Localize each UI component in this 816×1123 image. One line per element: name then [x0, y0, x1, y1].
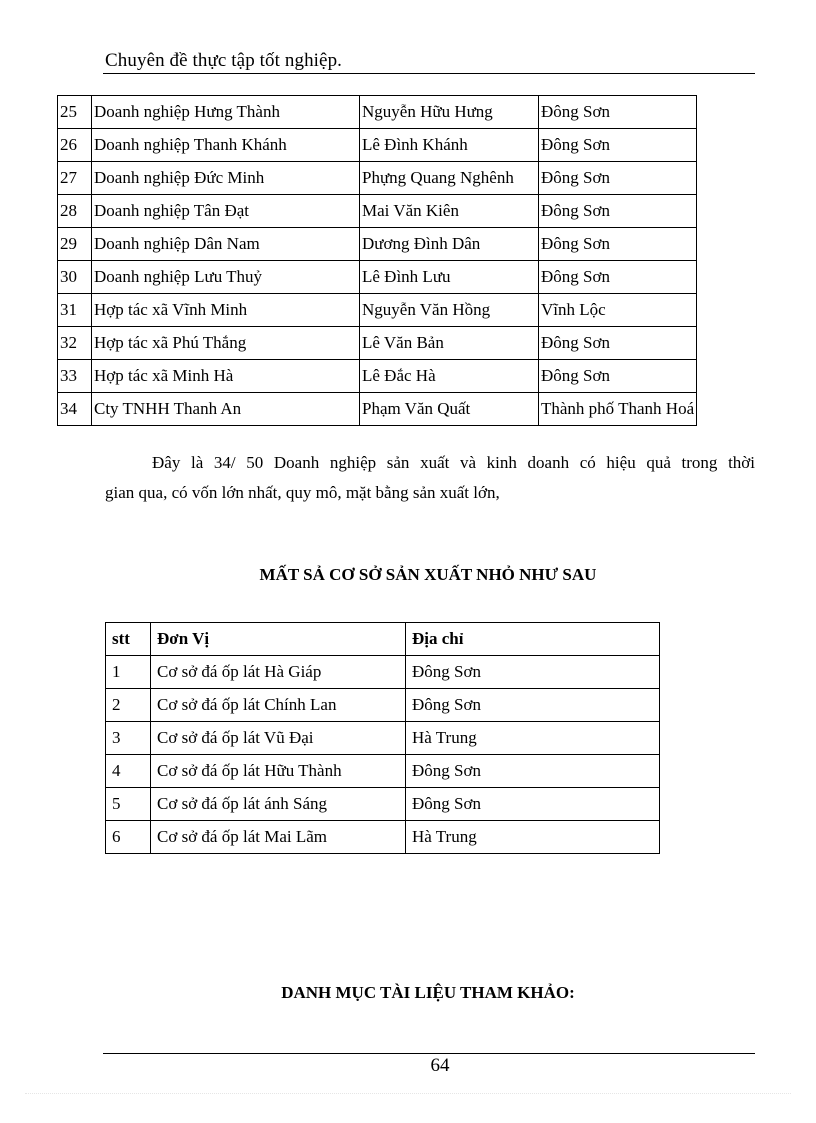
unit-cell: Cơ sở đá ốp lát ánh Sáng — [151, 788, 406, 821]
owner-name-cell: Mai Văn Kiên — [360, 195, 539, 228]
header-divider — [103, 73, 755, 74]
enterprise-name-cell: Doanh nghiệp Tân Đạt — [92, 195, 360, 228]
location-cell: Đông Sơn — [539, 129, 697, 162]
table-header-row — [106, 623, 660, 656]
owner-name-cell: Lê Đình Lưu — [360, 261, 539, 294]
address-cell: Đông Sơn — [406, 656, 660, 689]
enterprise-name-cell: Cty TNHH Thanh An — [92, 393, 360, 426]
enterprise-name-cell: Doanh nghiệp Đức Minh — [92, 162, 360, 195]
location-cell: Đông Sơn — [539, 360, 697, 393]
row-number-cell: 31 — [58, 294, 92, 327]
address-cell: Đông Sơn — [406, 755, 660, 788]
row-number-cell: 28 — [58, 195, 92, 228]
unit-cell: Cơ sở đá ốp lát Vũ Đại — [151, 722, 406, 755]
owner-name-cell: Lê Đắc Hà — [360, 360, 539, 393]
row-number-cell: 33 — [58, 360, 92, 393]
enterprise-table — [57, 95, 697, 426]
table-row — [58, 294, 697, 327]
table-row — [58, 228, 697, 261]
unit-cell: Cơ sở đá ốp lát Mai Lãm — [151, 821, 406, 854]
unit-cell: Cơ sở đá ốp lát Hà Giáp — [151, 656, 406, 689]
document-header-title: Chuyên đề thực tập tốt nghiệp. — [105, 50, 343, 71]
header-cell-stt: stt — [106, 623, 151, 656]
table-row — [58, 393, 697, 426]
owner-name-cell: Dương Đình Dân — [360, 228, 539, 261]
location-cell: Đông Sơn — [539, 96, 697, 129]
table-row — [58, 261, 697, 294]
location-cell: Đông Sơn — [539, 261, 697, 294]
stt-cell: 5 — [106, 788, 151, 821]
stt-cell: 4 — [106, 755, 151, 788]
page-number: 64 — [430, 1055, 450, 1076]
enterprise-name-cell: Hợp tác xã Minh Hà — [92, 360, 360, 393]
table-row — [106, 656, 660, 689]
table-row — [58, 327, 697, 360]
location-cell: Thành phố Thanh Hoá — [539, 393, 697, 426]
table-row — [58, 129, 697, 162]
table-row — [106, 755, 660, 788]
paragraph-line-2: gian qua, có vốn lớn nhất, quy mô, mặt bằng sản xuất lớn, — [105, 483, 500, 502]
header-cell-address: Địa chỉ — [406, 623, 660, 656]
location-cell: Đông Sơn — [539, 228, 697, 261]
table-row — [58, 96, 697, 129]
row-number-cell: 25 — [58, 96, 92, 129]
page-bottom-edge — [25, 1093, 791, 1094]
owner-name-cell: Lê Văn Bản — [360, 327, 539, 360]
row-number-cell: 27 — [58, 162, 92, 195]
location-cell: Đông Sơn — [539, 327, 697, 360]
enterprise-name-cell: Doanh nghiệp Lưu Thuỷ — [92, 261, 360, 294]
row-number-cell: 26 — [58, 129, 92, 162]
stt-cell: 3 — [106, 722, 151, 755]
owner-name-cell: Phựng Quang Nghênh — [360, 162, 539, 195]
address-cell: Hà Trung — [406, 722, 660, 755]
owner-name-cell: Lê Đình Khánh — [360, 129, 539, 162]
stt-cell: 1 — [106, 656, 151, 689]
row-number-cell: 34 — [58, 393, 92, 426]
enterprise-name-cell: Doanh nghiệp Thanh Khánh — [92, 129, 360, 162]
table-row — [58, 195, 697, 228]
table-row — [58, 360, 697, 393]
row-number-cell: 29 — [58, 228, 92, 261]
owner-name-cell: Phạm Văn Quất — [360, 393, 539, 426]
location-cell: Đông Sơn — [539, 162, 697, 195]
enterprise-name-cell: Hợp tác xã Phú Thắng — [92, 327, 360, 360]
location-cell: Đông Sơn — [539, 195, 697, 228]
table-row — [106, 788, 660, 821]
unit-cell: Cơ sở đá ốp lát Chính Lan — [151, 689, 406, 722]
table-row — [106, 722, 660, 755]
location-cell: Vĩnh Lộc — [539, 294, 697, 327]
table-row — [106, 689, 660, 722]
header-cell-unit: Đơn Vị — [151, 623, 406, 656]
references-heading: DANH MỤC TÀI LIỆU THAM KHẢO: — [281, 983, 575, 1002]
owner-name-cell: Nguyễn Văn Hồng — [360, 294, 539, 327]
paragraph-line-1: Đây là 34/ 50 Doanh nghiệp sản xuất và kinh doanh có hiệu quả trong thời — [152, 453, 755, 472]
small-facilities-table — [105, 622, 660, 854]
footer-divider — [103, 1053, 755, 1054]
table-row — [58, 162, 697, 195]
owner-name-cell: Nguyễn Hữu Hưng — [360, 96, 539, 129]
enterprise-name-cell: Hợp tác xã Vĩnh Minh — [92, 294, 360, 327]
address-cell: Đông Sơn — [406, 788, 660, 821]
stt-cell: 6 — [106, 821, 151, 854]
address-cell: Hà Trung — [406, 821, 660, 854]
stt-cell: 2 — [106, 689, 151, 722]
unit-cell: Cơ sở đá ốp lát Hữu Thành — [151, 755, 406, 788]
enterprise-name-cell: Doanh nghiệp Dân Nam — [92, 228, 360, 261]
table-row — [106, 821, 660, 854]
section-heading: MẤT SẢ CƠ SỞ SẢN XUẤT NHỎ NHƯ SAU — [259, 565, 597, 584]
address-cell: Đông Sơn — [406, 689, 660, 722]
enterprise-name-cell: Doanh nghiệp Hưng Thành — [92, 96, 360, 129]
row-number-cell: 32 — [58, 327, 92, 360]
row-number-cell: 30 — [58, 261, 92, 294]
